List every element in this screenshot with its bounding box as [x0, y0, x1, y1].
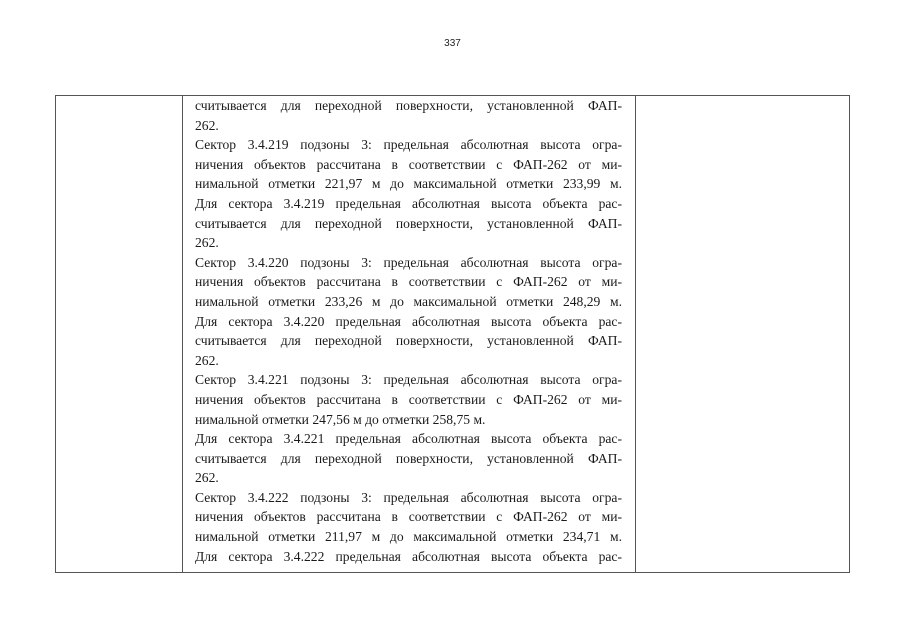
text-line: 262.: [195, 117, 219, 133]
table-cell-left: [56, 96, 183, 572]
text-line: Для сектора 3.4.222 предельная абсолютная высота объекта рас-: [195, 548, 622, 564]
document-table: [55, 95, 850, 573]
text-line: Для сектора 3.4.219 предельная абсолютная высота объекта рас-: [195, 195, 622, 211]
text-line: считывается для переходной поверхности, установленной ФАП-: [195, 215, 622, 231]
page-number: 337: [444, 38, 461, 49]
text-line: считывается для переходной поверхности, установленной ФАП-: [195, 450, 622, 466]
text-line: ничения объектов рассчитана в соответствии с ФАП-262 от ми-: [195, 274, 622, 290]
text-line: ничения объектов рассчитана в соответствии с ФАП-262 от ми-: [195, 391, 622, 407]
text-line: нимальной отметки 247,56 м до отметки 258,75 м.: [195, 411, 486, 427]
text-line: Сектор 3.4.219 подзоны 3: предельная абсолютная высота огра-: [195, 137, 622, 153]
table-cell-text: [183, 96, 636, 572]
text-line: нимальной отметки 233,26 м до максимальной отметки 248,29 м.: [195, 293, 622, 309]
text-line: нимальной отметки 211,97 м до максимальной отметки 234,71 м.: [195, 529, 622, 545]
text-line: Сектор 3.4.221 подзоны 3: предельная абсолютная высота огра-: [195, 372, 622, 388]
text-line: 262.: [195, 235, 219, 251]
text-line: Сектор 3.4.220 подзоны 3: предельная абсолютная высота огра-: [195, 254, 622, 270]
text-line: Для сектора 3.4.220 предельная абсолютная высота объекта рас-: [195, 313, 622, 329]
text-line: 262.: [195, 352, 219, 368]
table-cell-right: [636, 96, 849, 572]
text-line: считывается для переходной поверхности, установленной ФАП-: [195, 98, 622, 113]
text-line: Для сектора 3.4.221 предельная абсолютная высота объекта рас-: [195, 431, 622, 447]
text-line: Сектор 3.4.222 подзоны 3: предельная абсолютная высота огра-: [195, 489, 622, 505]
text-line: ничения объектов рассчитана в соответствии с ФАП-262 от ми-: [195, 156, 622, 172]
text-line: нимальной отметки 221,97 м до максимальной отметки 233,99 м.: [195, 176, 622, 192]
text-line: считывается для переходной поверхности, установленной ФАП-: [195, 333, 622, 349]
text-line: ничения объектов рассчитана в соответствии с ФАП-262 от ми-: [195, 509, 622, 525]
text-line: 262.: [195, 470, 219, 486]
